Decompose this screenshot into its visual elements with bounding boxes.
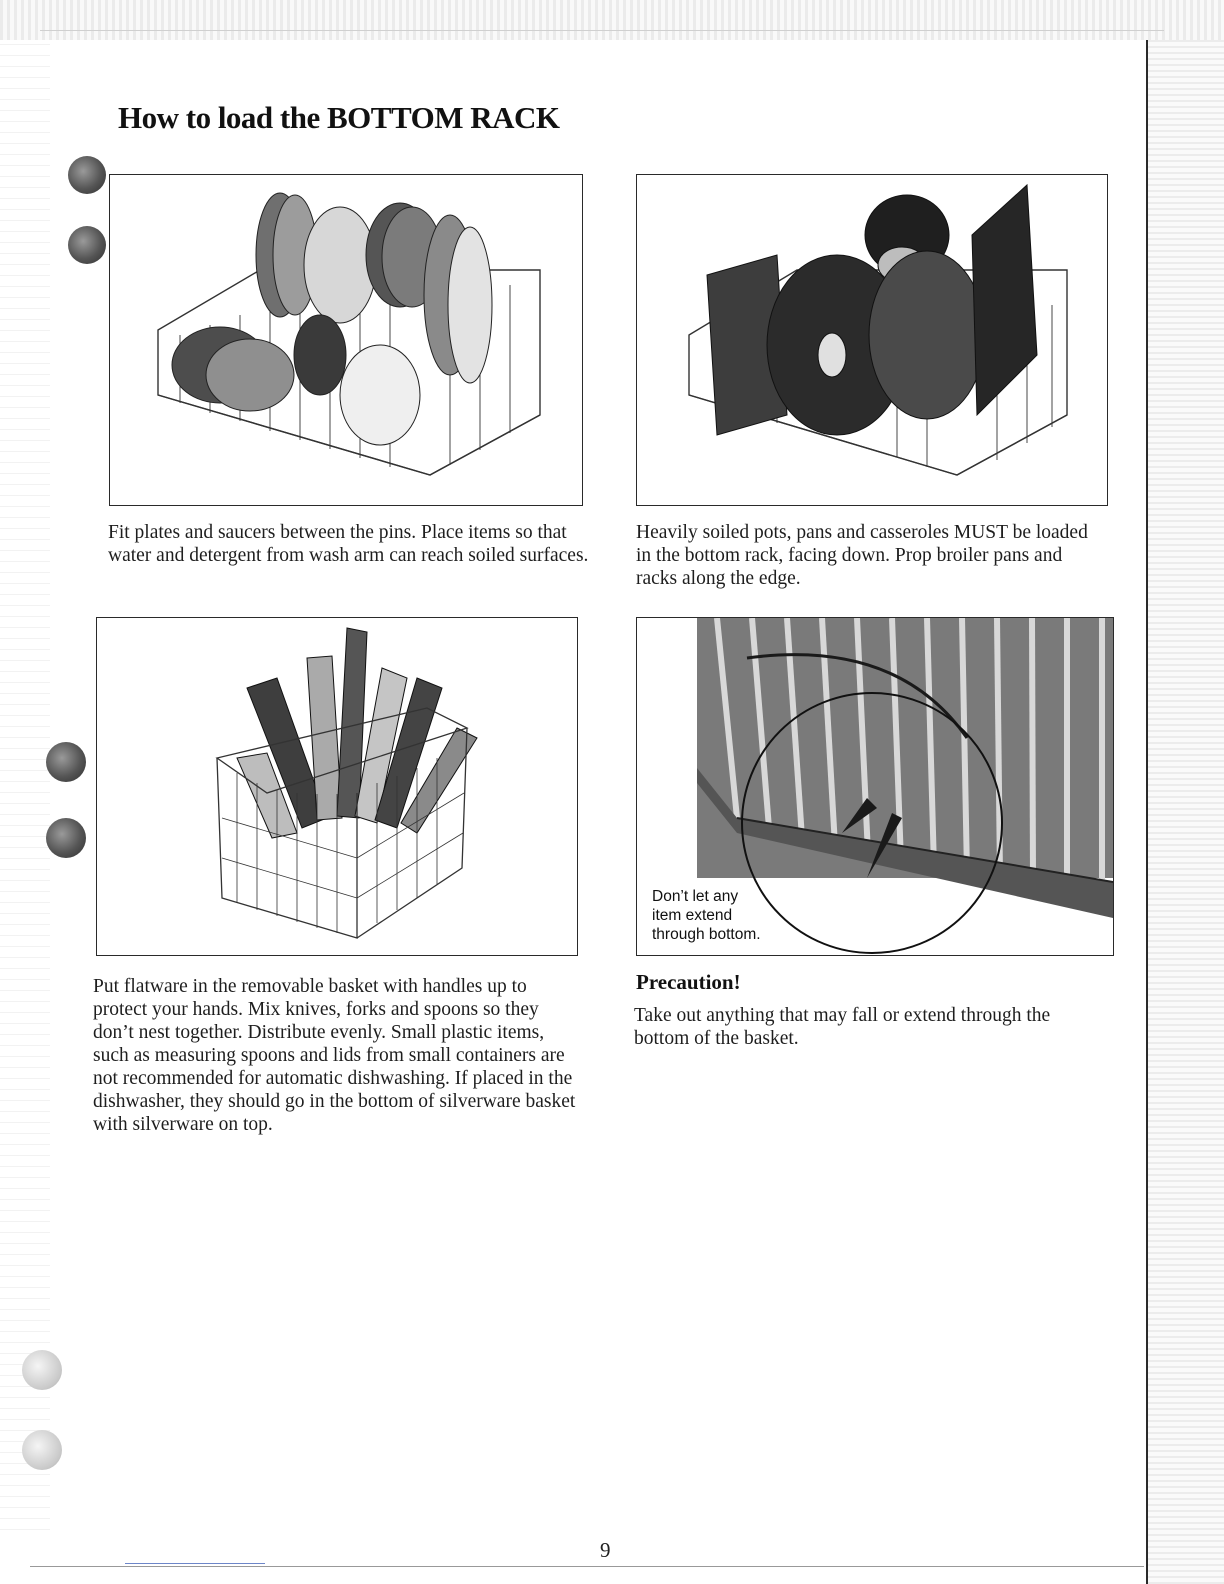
flatware-basket-illustration — [96, 617, 578, 956]
scan-left-margin — [0, 40, 50, 1540]
plates-rack-drawing — [110, 175, 582, 505]
precaution-heading: Precaution! — [636, 970, 741, 994]
binder-hole-6 — [22, 1430, 62, 1470]
pots-rack-caption: Heavily soiled pots, pans and casseroles MUST be loaded in the bottom rack, facing down. Prop broiler pans and racks along the edge. — [636, 522, 1088, 589]
pots-rack-illustration — [636, 174, 1108, 506]
binder-hole-3 — [46, 742, 86, 782]
page-bottom-rule — [30, 1566, 1144, 1567]
binder-hole-4 — [46, 818, 86, 858]
plates-rack-illustration — [109, 174, 583, 506]
precaution-text: Take out anything that may fall or extend through the bottom of the basket. — [634, 1005, 1051, 1049]
binder-hole-1 — [68, 156, 106, 194]
binder-hole-5 — [22, 1350, 62, 1390]
flatware-basket-drawing — [97, 618, 577, 955]
pots-rack-drawing — [637, 175, 1107, 505]
page-number: 9 — [600, 1538, 611, 1562]
flatware-basket-caption: Put flatware in the removable basket with handles up to protect your hands. Mix knives, forks and spoons so they don’t nest together. Distribute evenly. Small plastic items, such as measuring spoons and lids from small containers are not recommended for automatic dishwashing. If placed in the dishwasher, they should go in the bottom of silverware basket with silverware on top. — [93, 976, 576, 1135]
binder-hole-2 — [68, 226, 106, 264]
scan-right-edge — [1146, 40, 1224, 1584]
basket-bottom-callout: Don’t let any item extend through bottom. — [652, 888, 761, 943]
plates-rack-caption: Fit plates and saucers between the pins. Place items so that water and detergent from wash arm can reach soiled surfaces. — [108, 522, 589, 566]
scan-top-edge — [0, 0, 1224, 40]
page-title: How to load the BOTTOM RACK — [118, 100, 560, 135]
